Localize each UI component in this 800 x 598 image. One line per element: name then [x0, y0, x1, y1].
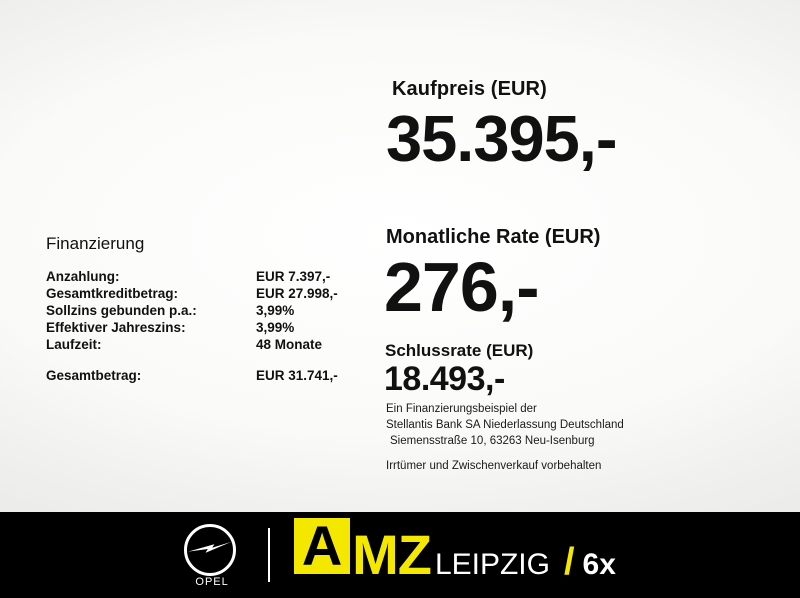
total-value: EUR 31.741,- — [256, 368, 338, 383]
monthly-rate-value: 276,- — [384, 248, 539, 326]
disclaimer-line-3: Siemensstraße 10, 63263 Neu-Isenburg — [390, 435, 595, 447]
table-row — [46, 302, 338, 319]
total-label: Gesamtbetrag: — [46, 368, 142, 383]
financing-row-value: 3,99% — [256, 303, 295, 318]
financing-row-label: Anzahlung: — [46, 269, 120, 284]
table-row — [46, 285, 338, 302]
amz-6x-label: 6x — [582, 547, 616, 581]
table-row — [46, 336, 338, 353]
opel-wordmark: OPEL — [195, 576, 229, 588]
financing-row-label: Laufzeit: — [46, 337, 102, 352]
amz-a-badge — [294, 513, 350, 577]
final-payment-value: 18.493,- — [384, 360, 505, 398]
table-row-total — [46, 367, 338, 384]
financing-row-value: EUR 7.397,- — [256, 269, 331, 284]
amz-leipzig-word: LEIPZIG — [434, 547, 550, 581]
bank-disclaimer — [386, 401, 786, 449]
table-row — [46, 268, 338, 285]
financing-row-label: Gesamtkreditbetrag: — [46, 286, 179, 301]
financing-title: Finanzierung — [46, 234, 145, 253]
purchase-price-label: Kaufpreis (EUR) — [392, 78, 547, 100]
logo-divider — [268, 528, 270, 582]
amz-a-letter: A — [301, 513, 343, 577]
amz-leipzig-logo — [294, 513, 616, 593]
disclaimer-line-1: Ein Finanzierungsbeispiel der — [386, 403, 537, 415]
legal-notice: Irrtümer und Zwischenverkauf vorbehalten — [386, 460, 602, 472]
purchase-price-value: 35.395,- — [386, 102, 617, 175]
financing-row-label: Effektiver Jahreszins: — [46, 320, 186, 335]
final-payment-label: Schlussrate (EUR) — [385, 341, 534, 360]
disclaimer-line-2: Stellantis Bank SA Niederlassung Deutschland — [386, 419, 624, 431]
opel-logo — [184, 524, 246, 586]
amz-slash-icon: / — [563, 540, 575, 583]
table-row — [46, 319, 338, 336]
logo-row — [0, 512, 800, 598]
financing-row-value: 3,99% — [256, 320, 295, 335]
footer-logo-bar — [0, 512, 800, 598]
table-spacer-row — [46, 353, 338, 367]
financing-table — [46, 268, 338, 384]
amz-mz-letters: MZ — [352, 522, 431, 586]
financing-row-value: 48 Monate — [256, 337, 323, 352]
monthly-rate-label: Monatliche Rate (EUR) — [386, 226, 601, 248]
financing-row-value: EUR 27.998,- — [256, 286, 338, 301]
financing-row-label: Sollzins gebunden p.a.: — [46, 303, 197, 318]
